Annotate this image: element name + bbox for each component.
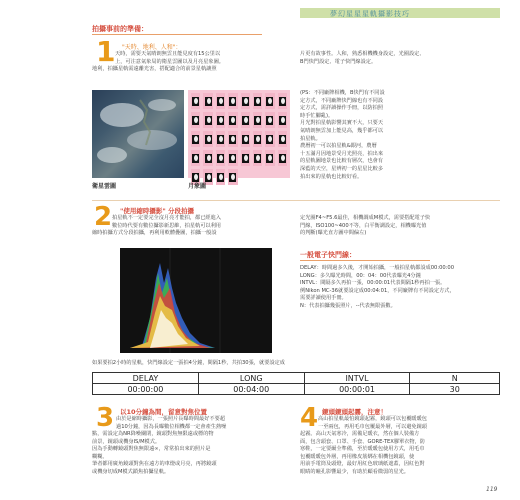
histogram-image — [120, 248, 272, 353]
table-cell: 30 — [410, 384, 500, 395]
section5-lines-rest — [300, 431, 425, 477]
table-row — [93, 384, 500, 395]
text-line: 因為手動轉鏡頭對焦無限遠∞，常常拍出來的照片是 — [92, 446, 211, 453]
text-line: 地利，拍攝星軌需遠離光害，搭配適合的前景星軌讓照 — [92, 66, 217, 72]
text-line: 需要詳讀使用手冊。 — [300, 295, 347, 302]
text-line: LONG：多久曝光時間，00：04：00代表曝光4分鐘 — [300, 272, 421, 279]
text-line: 用前手電筒及頭燈，最好用紅色玻璃紙遮蓋，因紅色對 — [300, 461, 425, 468]
section3-underline — [300, 260, 430, 261]
section2-title: "使用縮時攝影" 分段拍攝 — [120, 207, 195, 215]
section4-number: 3 — [96, 403, 115, 433]
table-header-cell: LONG — [198, 373, 304, 384]
text-line: 數位時代要有數位攝影新思維，拍星軌可以利用 — [112, 222, 221, 229]
moon-cell — [228, 131, 237, 147]
moon-cell — [241, 150, 250, 166]
moon-cell — [228, 150, 237, 166]
section2-col1 — [112, 215, 221, 230]
text-line: 拍星軌不一定要完全沒月亮才能拍，都已經進入 — [112, 215, 221, 221]
text-line: 片更有故事性。人和，熟悉相機機身設定，光圈設定、 — [300, 51, 425, 57]
section4-lines-rest — [92, 431, 217, 477]
text-line: DELAY：時間過多久後，才開始拍攝，一般拍星軌都設成00:00:00 — [300, 265, 455, 271]
text-line: 拍星軌。 — [300, 135, 321, 142]
section4-title: 以10分鐘為間，留意對焦位置 — [120, 408, 208, 416]
section5-title: 鏡頭鏡頭起霧，注意！ — [322, 408, 387, 416]
text-line: N：代表拍攝幾張照片，--代表無限張數。 — [300, 302, 396, 309]
cloud-shapes — [92, 90, 184, 178]
text-line: 包覆暖暖包外層，再用橡皮筋綁在相機包鏡頭，使 — [300, 453, 415, 460]
text-line: 例Nikon MC-36就要設定成00:04:01，不同廠牌有不同設定方式， — [300, 287, 455, 294]
moon-cell — [241, 93, 250, 109]
moon-cell — [216, 131, 225, 147]
text-line: 定方式，不同廠牌快門線也有不同設 — [300, 97, 384, 104]
moon-cell — [265, 150, 274, 166]
moon-cell — [241, 112, 250, 128]
section1-subtitle: "天時、地利、人和"： — [122, 44, 182, 51]
settings-caption: 如果要拍2小時的星軌，快門線設定一張拍4分鐘，間隔1秒，共拍30張，就要設定成 — [92, 360, 285, 366]
text-line: INTVL：間隔多久再拍一張，00:00:01代表間隔1秒再拍一張。 — [300, 280, 446, 287]
section5-lines-top — [318, 416, 427, 431]
histogram-graphic — [120, 248, 272, 353]
text-line: 點，需設定為NR降噪關閉，鏡頭對焦無限遠或標的物 — [92, 431, 214, 437]
moon-grid — [191, 93, 287, 185]
text-line: 糊糊。 — [92, 453, 108, 460]
moon-cell — [228, 169, 237, 185]
text-line: 眼睛的瞳孔影響最少，有助於顧看微弱的星光。 — [300, 468, 409, 475]
moon-cell — [191, 112, 200, 128]
text-line: 月光對拍星軌影響其實不大，只要天 — [300, 120, 384, 127]
table-row — [93, 373, 500, 384]
moon-cell — [203, 93, 212, 109]
section2-number: 2 — [94, 202, 113, 232]
section2-col2 — [300, 215, 430, 238]
text-line: 過10分鐘，因為長曝數位相機都一定會產生熱噪 — [116, 423, 227, 430]
caption-satellite: 衛星雲圖 — [92, 183, 117, 190]
text-line: 上，可注意氣象局的衛星雲圖以及月亮星象圖。 — [115, 58, 224, 65]
moon-cell — [216, 93, 225, 109]
text-line: B門快門設定、電子快門線設定。 — [300, 58, 377, 65]
satellite-image — [92, 90, 184, 178]
table-header-cell: DELAY — [93, 373, 199, 384]
text-line: 農曆初一可以拍星軌&銀河，農曆 — [300, 143, 377, 150]
text-line: 寒鞋，一定要爾全準備，至於暖暖包使用方式，用毛巾 — [300, 446, 425, 453]
moon-cell — [216, 112, 225, 128]
text-line: 一至兩包，再用毛巾包覆最外層，可以避免鏡頭 — [318, 423, 427, 430]
header-title: 夢幻星星星軌攝影技巧 — [330, 10, 410, 18]
text-line: 深藍的天空，星辨初一的星星比較多 — [300, 165, 384, 172]
text-line: 前景，鏡頭或機身IS/M模式。 — [92, 438, 161, 445]
moon-cell — [278, 131, 287, 147]
text-line: 氣晴朗無雲加上能見高，幾乎都可以 — [300, 127, 384, 134]
caption-moon: 月象圖 — [188, 183, 207, 190]
text-line: 定方式，需詳讀操作手冊，以防拍照 — [300, 105, 384, 112]
moon-cell — [191, 93, 200, 109]
text-line: 拍出來的星軌也比較好看。 — [300, 173, 363, 180]
moon-cell — [278, 150, 287, 166]
moon-cell — [191, 131, 200, 147]
text-line: 高山拍星軌最怕鏡頭起霧，鏡頭可以包覆暖暖包 — [318, 416, 427, 422]
section2-divider — [92, 200, 500, 201]
text-line: 筆者都用廣角鏡頭對焦在遠方的車燈或月亮，再將鏡頭 — [92, 461, 217, 468]
page-number: 119 — [486, 486, 498, 493]
text-line: 時手忙腳亂)。 — [300, 112, 334, 119]
settings-table — [92, 372, 500, 395]
table-header-cell: INTVL — [304, 373, 410, 384]
text-line: 縮時拍攝方式分段拍攝，再利用軟體疊圖，拍攝一般設 — [92, 230, 217, 236]
table-cell: 00:00:01 — [304, 384, 410, 395]
moon-cell — [216, 169, 225, 185]
moon-cell — [203, 112, 212, 128]
moon-cell — [265, 112, 274, 128]
section3-lines — [300, 265, 455, 311]
moon-cell — [278, 112, 287, 128]
moon-phase-image — [188, 90, 290, 178]
text-line: 十五滿月因地景受月光照亮，拍出來 — [300, 150, 384, 157]
table-cell: 00:04:00 — [198, 384, 304, 395]
section5-number: 4 — [300, 403, 319, 433]
text-line: 天時，需要天氣晴朗無雲且能見度有15公里以 — [115, 51, 221, 57]
moon-cell — [278, 93, 287, 109]
moon-cell — [203, 131, 212, 147]
section1-number: 1 — [96, 35, 116, 68]
moon-cell — [253, 150, 262, 166]
moon-cell — [241, 131, 250, 147]
text-line: 門線，ISO100~400不等，白平衡調設定，相機曝光值 — [300, 222, 427, 229]
moon-cell — [253, 131, 262, 147]
section1-title: 拍攝事前的準備： — [92, 25, 148, 33]
table-header-cell: N — [410, 373, 500, 384]
moon-cell — [265, 93, 274, 109]
section4-lines-top — [116, 416, 226, 431]
section1-col1 — [115, 51, 224, 66]
moon-cell — [253, 112, 262, 128]
text-line: 起霧。高山天氣寒冷，需備足暖衣，然在個人裝備方 — [300, 431, 420, 437]
text-line: 的星軌圖地景也比較有層次，也會有 — [300, 158, 384, 165]
side-note — [300, 90, 500, 181]
moon-cell — [228, 112, 237, 128]
section3-title: 一般電子快門線： — [300, 251, 356, 259]
text-line: 定光圈F4~F5.6最佳，相機調成M模式，需要搭配電子快 — [300, 215, 431, 221]
section1-col2 — [300, 51, 425, 66]
text-line: 由於是縮時攝影，一張照片長曝時間最好不要超 — [116, 416, 225, 422]
text-line: 面，包含頭套、口罩、手套、GORE-TEX膠單衣物，防 — [300, 438, 425, 445]
text-line: 的判斷(曝光直方圖中間偏左) — [300, 230, 367, 237]
section1-underline — [92, 34, 262, 35]
moon-cell — [191, 150, 200, 166]
moon-cell — [265, 131, 274, 147]
table-cell: 00:00:00 — [93, 384, 199, 395]
moon-cell — [216, 150, 225, 166]
moon-cell — [253, 93, 262, 109]
text-line: (PS：不同廠牌相機，B快門有不同設 — [300, 90, 385, 96]
moon-cell — [203, 150, 212, 166]
text-line: 或機身切成M模式鎖焦拍攝星軌。 — [92, 468, 170, 475]
moon-cell — [228, 93, 237, 109]
